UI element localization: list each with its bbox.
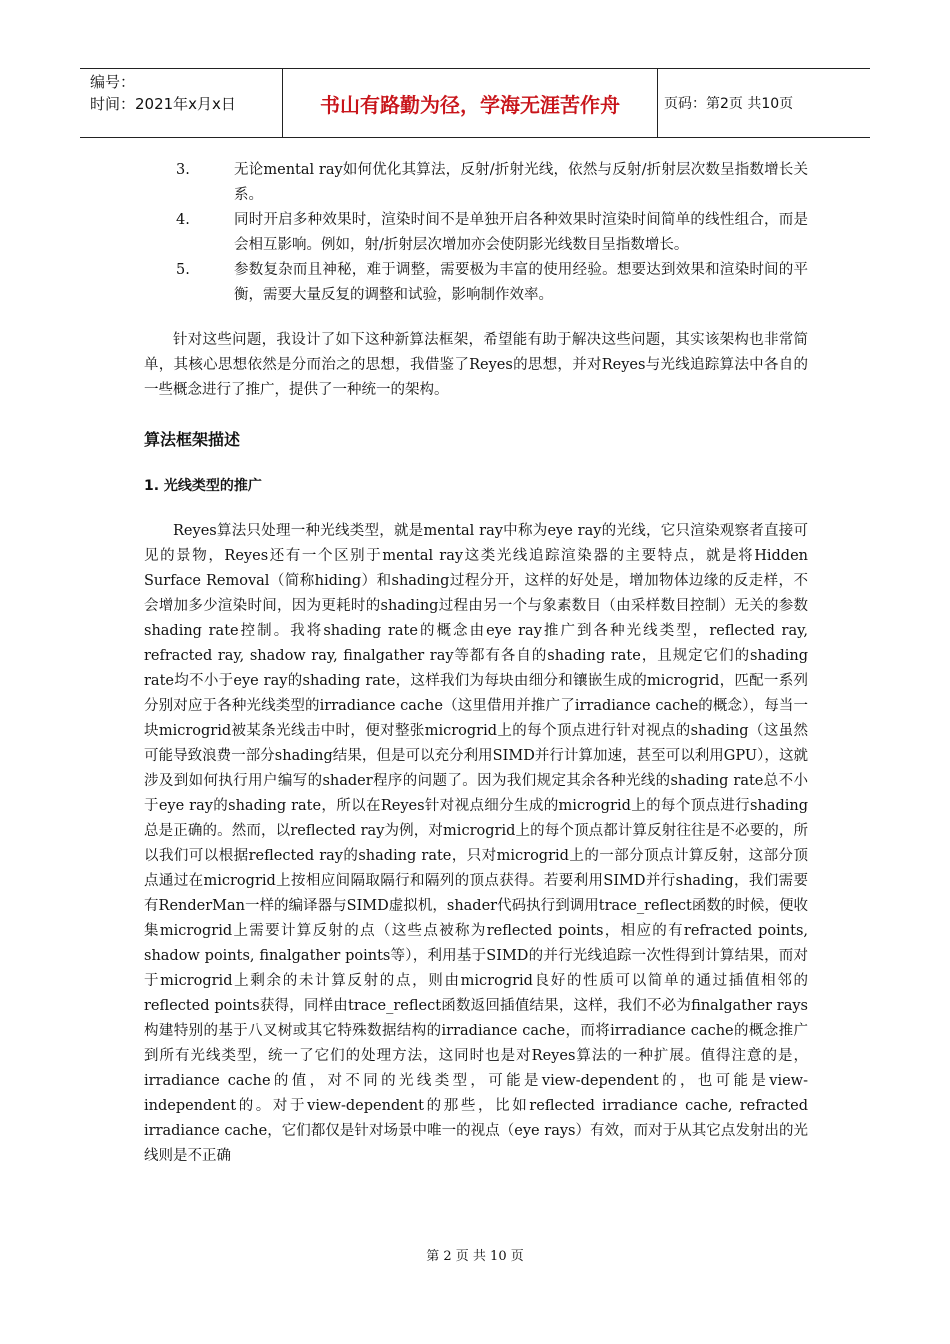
list-number: 5. <box>176 262 190 278</box>
page-footer: 第 2 页 共 10 页 <box>426 1249 524 1264</box>
doc-number-label: 编号： <box>90 73 136 91</box>
header-motto: 书山有路勤为径，学海无涯苦作舟 <box>282 69 658 137</box>
header-meta <box>90 71 280 115</box>
page-header <box>80 68 870 138</box>
spacer <box>144 453 808 473</box>
spacer <box>144 308 808 328</box>
list-item <box>144 158 808 208</box>
list-text: 参数复杂而且神秘，难于调整，需要极为丰富的使用经验。想要达到效果和渲染时间的平衡，需要大量反复的调整和试验，影响制作效率。 <box>234 262 808 303</box>
list-text: 同时开启多种效果时，渲染时间不是单独开启各种效果时渲染时间简单的线性组合，而是会相互影响。例如，射/折射层次增加亦会使阴影光线数目呈指数增长。 <box>234 212 808 253</box>
list-number: 4. <box>176 212 190 228</box>
list-item <box>144 208 808 258</box>
document-body <box>144 158 808 1169</box>
list-item <box>144 258 808 308</box>
list-text: 无论mental ray如何优化其算法，反射/折射光线，依然与反射/折射层次数呈指数增长关系。 <box>234 162 808 203</box>
spacer <box>144 499 808 519</box>
section-title: 算法框架描述 <box>144 430 241 449</box>
header-page-info: 页码：第2页 共10页 <box>664 96 794 112</box>
list-number: 3. <box>176 162 190 178</box>
subsection-title: 1. 光线类型的推广 <box>144 478 262 494</box>
doc-time: 时间：2021年x月x日 <box>90 95 236 113</box>
intro-paragraph: 针对这些问题，我设计了如下这种新算法框架，希望能有助于解决这些问题，其实该架构也非常简单，其核心思想依然是分而治之的思想，我借鉴了Reyes的思想，并对Reyes与光线追踪算法中各自的一些概念进行了推广，提供了一种统一的架构。 <box>144 332 808 398</box>
body-paragraph: Reyes算法只处理一种光线类型，就是mental ray中称为eye ray的光线，它只渲染观察者直接可见的景物，Reyes还有一个区别于mental ray这类光线追踪渲染器的主要特点，就是将Hidden Surface Removal（简称hiding）和shading过程分开，这样的好处是，增加物体边缘的反走样，不会增加多少渲染时间，因为更耗时的shading过程由另一个与象素数目（由采样数目控制）无关的参数shading rate控制。我将shading rate的概念由eye ray推广到各种光线类型，reflected ray, refracted ray, shadow ray, finalgather ray等都有各自的shading rate，且规定它们的shading rate均不小于eye ray的shading rate，这样我们为每块由细分和镶嵌生成的microgrid，匹配一系列分别对应于各种光线类型的irradiance cache（这里借用并推广了irradiance cache的概念），每当一块microgrid被某条光线击中时，便对整张microgrid上的每个顶点进行针对视点的shading（这虽然可能导致浪费一部分shading结果，但是可以充分利用SIMD并行计算加速，甚至可以利用GPU），这就涉及到如何执行用户编写的shader程序的问题了。因为我们规定其余各种光线的shading rate总不小于eye ray的shading rate，所以在Reyes针对视点细分生成的microgrid上的每个顶点进行shading总是正确的。然而，以reflected ray为例，对microgrid上的每个顶点都计算反射往往是不必要的，所以我们可以根据reflected ray的shading rate，只对microgrid上的一部分顶点计算反射，这部分顶点通过在microgrid上按相应间隔取隔行和隔列的顶点获得。若要利用SIMD并行shading，我们需要有RenderMan一样的编译器与SIMD虚拟机，shader代码执行到调用trace_reflect函数的时候，便收集microgrid上需要计算反射的点（这些点被称为reflected points，相应的有refracted points, shadow points, finalgather points等），利用基于SIMD的并行光线追踪一次性得到计算结果，而对于microgrid上剩余的未计算反射的点，则由microgrid良好的性质可以简单的通过插值相邻的reflected points获得，同样由trace_reflect函数返回插值结果，这样，我们不必为finalgather rays构建特别的基于八叉树或其它特殊数据结构的irradiance cache，而将irradiance cache的概念推广到所有光线类型，统一了它们的处理方法，这同时也是对Reyes算法的一种扩展。值得注意的是，irradiance cache的值，对不同的光线类型，可能是view-dependent的，也可能是view-independent的。对于view-dependent的那些，比如reflected irradiance cache, refracted irradiance cache，它们都仅是针对场景中唯一的视点（eye rays）有效，而对于从其它点发射出的光线则是不正确 <box>144 523 808 1164</box>
spacer <box>144 403 808 427</box>
